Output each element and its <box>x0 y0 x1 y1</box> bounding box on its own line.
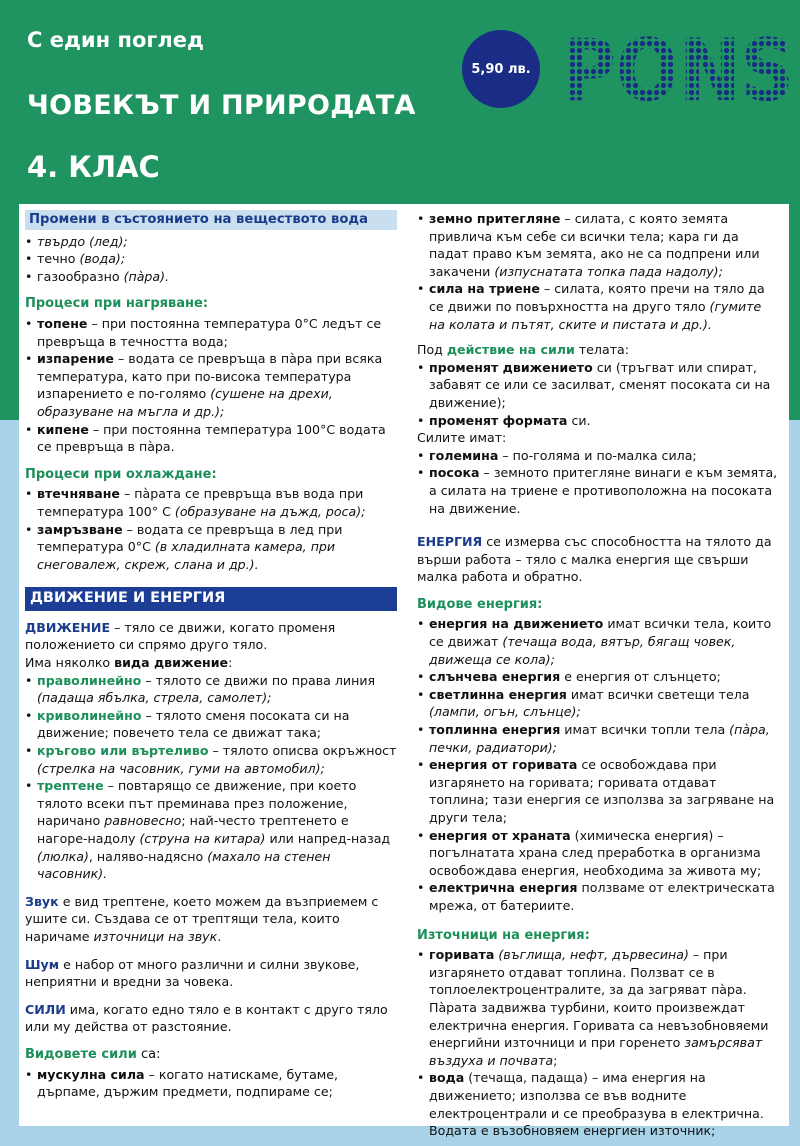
energy-sources-list <box>417 946 779 1140</box>
list-item: • топлинна енергия имат всички топли тела (пàра, печки, радиатори); <box>417 721 779 756</box>
heating-heading: Процеси при нагряване: <box>25 296 209 312</box>
list-item: • енергия от горивата се освобождава при изгарянето на горивата; горивата отдават топлина; тази енергия се използва за загряване на други тела; <box>417 756 779 826</box>
movement-energy-heading: ДВИЖЕНИЕ И ЕНЕРГИЯ <box>25 587 397 611</box>
list-item: • слънчева енергия е енергия от слънцето; <box>417 668 779 686</box>
force-kinds-heading: Видовете сили са: <box>25 1046 161 1062</box>
list-item: • сила на триене – силата, която пречи на тяло да се движи по повърхността на друго тяло (гумите на колата и пътят, ските и пистата и др.). <box>417 280 779 333</box>
logo-text: PONS <box>562 26 794 110</box>
list-item: • променят движението си (тръгват или спират, забавят се или се засилват, сменят посоката си на движение); <box>417 359 779 412</box>
pons-logo <box>562 26 794 110</box>
list-item: • топене – при постоянна температура 0°С ледът се превръща в течността вода; <box>25 315 397 350</box>
have-list <box>417 447 779 517</box>
list-item: • големина – по-голяма и по-малка сила; <box>417 447 779 465</box>
noise-definition: Шум е набор от много различни и силни звукове, неприятни и вредни за човека. <box>25 956 360 990</box>
sound-definition: Звук е вид трептене, което можем да възприемем с ушите си. Създава се от трептящи тела, които наричаме източници на звук. <box>25 893 379 944</box>
list-item: • земно притегляне – силата, с която земята привлича към себе си всички тела; кара ги да падат право към земята, ако не са подпрени или закачени (изпуснатата топка пада надолу); <box>417 210 779 280</box>
list-item: • горивата (въглища, нефт, дървесина) – при изгарянето отдават топлина. Ползват се в топлоелектроцентралите, за да загряват пàра. Пàрата задвижва турбини, които произвеждат електрична енергия. Горивата са невъзобновяеми енергийни източници и при горенето замърсяват въздуха и почвата; <box>417 946 779 1069</box>
list-item: • кръгово или въртеливо – тялото описва окръжност (стрелка на часовник, гуми на автомобил); <box>25 742 397 777</box>
list-item: • течно (вода); <box>25 250 397 268</box>
list-item: • енергия от храната (химическа енергия) – погълнатата храна след преработка в организма освобождава енергия, необходима за живота му; <box>417 827 779 880</box>
grade-label: 4. КЛАС <box>27 150 160 184</box>
list-item: • праволинейно – тялото се движи по права линия (падаща ябълка, стрела, самолет); <box>25 672 397 707</box>
list-item: • вода (течаща, падаща) – има енергия на движението; използва се във водните електроцентрали и се преобразува в електрична. Водата е възобновяем енергиен източник; <box>417 1069 779 1139</box>
list-item: • променят формата си. <box>417 412 779 430</box>
list-item: • електрична енергия ползваме от електрическата мрежа, от батериите. <box>417 879 779 914</box>
force-kinds-list-cont <box>417 210 779 333</box>
cooling-list <box>25 485 397 573</box>
movement-kinds-list <box>25 672 397 883</box>
action-list <box>417 359 779 429</box>
kinds-intro: Има няколко вида движение: <box>25 655 233 671</box>
list-item: • мускулна сила – когато натискаме, бутаме, дърпаме, държим предмети, подпираме се; <box>25 1066 397 1101</box>
list-item: • твърдо (лед); <box>25 233 397 251</box>
water-states-heading: Промени в състоянието на веществото вода <box>25 210 397 230</box>
list-item: • замръзване – водата се превръща в лед при температура 0°С (в хладилната камера, при снеговалеж, скреж, слана и др.). <box>25 521 397 574</box>
cooling-heading: Процеси при охлаждане: <box>25 466 217 482</box>
have-intro: Силите имат: <box>417 430 507 446</box>
right-column <box>417 210 779 1140</box>
energy-sources-heading: Източници на енергия: <box>417 927 590 943</box>
energy-kinds-heading: Видове енергия: <box>417 596 543 612</box>
action-intro: Под действие на сили телата: <box>417 342 629 358</box>
left-column <box>25 210 397 1101</box>
list-item: • енергия на движението имат всички тела, които се движат (течаща вода, вятър, бягащ човек, движеща се кола); <box>417 615 779 668</box>
list-item: • изпарение – водата се превръща в пàра при всяка температура, като при по-висока температура изпарението е по-голямо (сушене на дрехи, образуване на мъгла и др.); <box>25 350 397 420</box>
forces-definition: СИЛИ има, когато едно тяло е в контакт с друго тяло или му действа от разстояние. <box>25 1001 388 1035</box>
list-item: • кипене – при постоянна температура 100°С водата се превръща в пàра. <box>25 421 397 456</box>
page-title: ЧОВЕКЪТ И ПРИРОДАТА <box>27 90 416 121</box>
list-item: • втечняване – пàрата се превръща във вода при температура 100° С (образуване на дъжд, роса); <box>25 485 397 520</box>
movement-definition: ДВИЖЕНИЕ – тяло се движи, когато променя положението си спрямо друго тяло. <box>25 619 336 653</box>
list-item: • трептене – повтарящо се движение, при което тялото всеки път преминава през положение, наричано равновесно; най-често трептенето е нагоре-надолу (струна на китара) или напред-назад (люлка), наляво-надясно (махало на стенен часовник). <box>25 777 397 883</box>
heating-list <box>25 315 397 456</box>
list-item: • криволинейно – тялото сменя посоката си на движение; повечето тела се движат така; <box>25 707 397 742</box>
force-kinds-list <box>25 1066 397 1101</box>
content-panel <box>19 204 789 1139</box>
energy-definition: ЕНЕРГИЯ се измерва със способността на тялото да върши работа – тяло с малка енергия ще свърши малка работа и обратно. <box>417 534 772 585</box>
list-item: • газообразно (пàра). <box>25 268 397 286</box>
water-states-list <box>25 233 397 286</box>
price-badge <box>462 30 540 108</box>
price-label: 5,90 лв. <box>471 61 531 77</box>
list-item: • посока – земното притегляне винаги е към земята, а силата на триене е противоположна на посоката на движение. <box>417 464 779 517</box>
series-title: С един поглед <box>27 28 204 52</box>
energy-kinds-list <box>417 615 779 914</box>
list-item: • светлинна енергия имат всички светещи тела (лампи, огън, слънце); <box>417 686 779 721</box>
